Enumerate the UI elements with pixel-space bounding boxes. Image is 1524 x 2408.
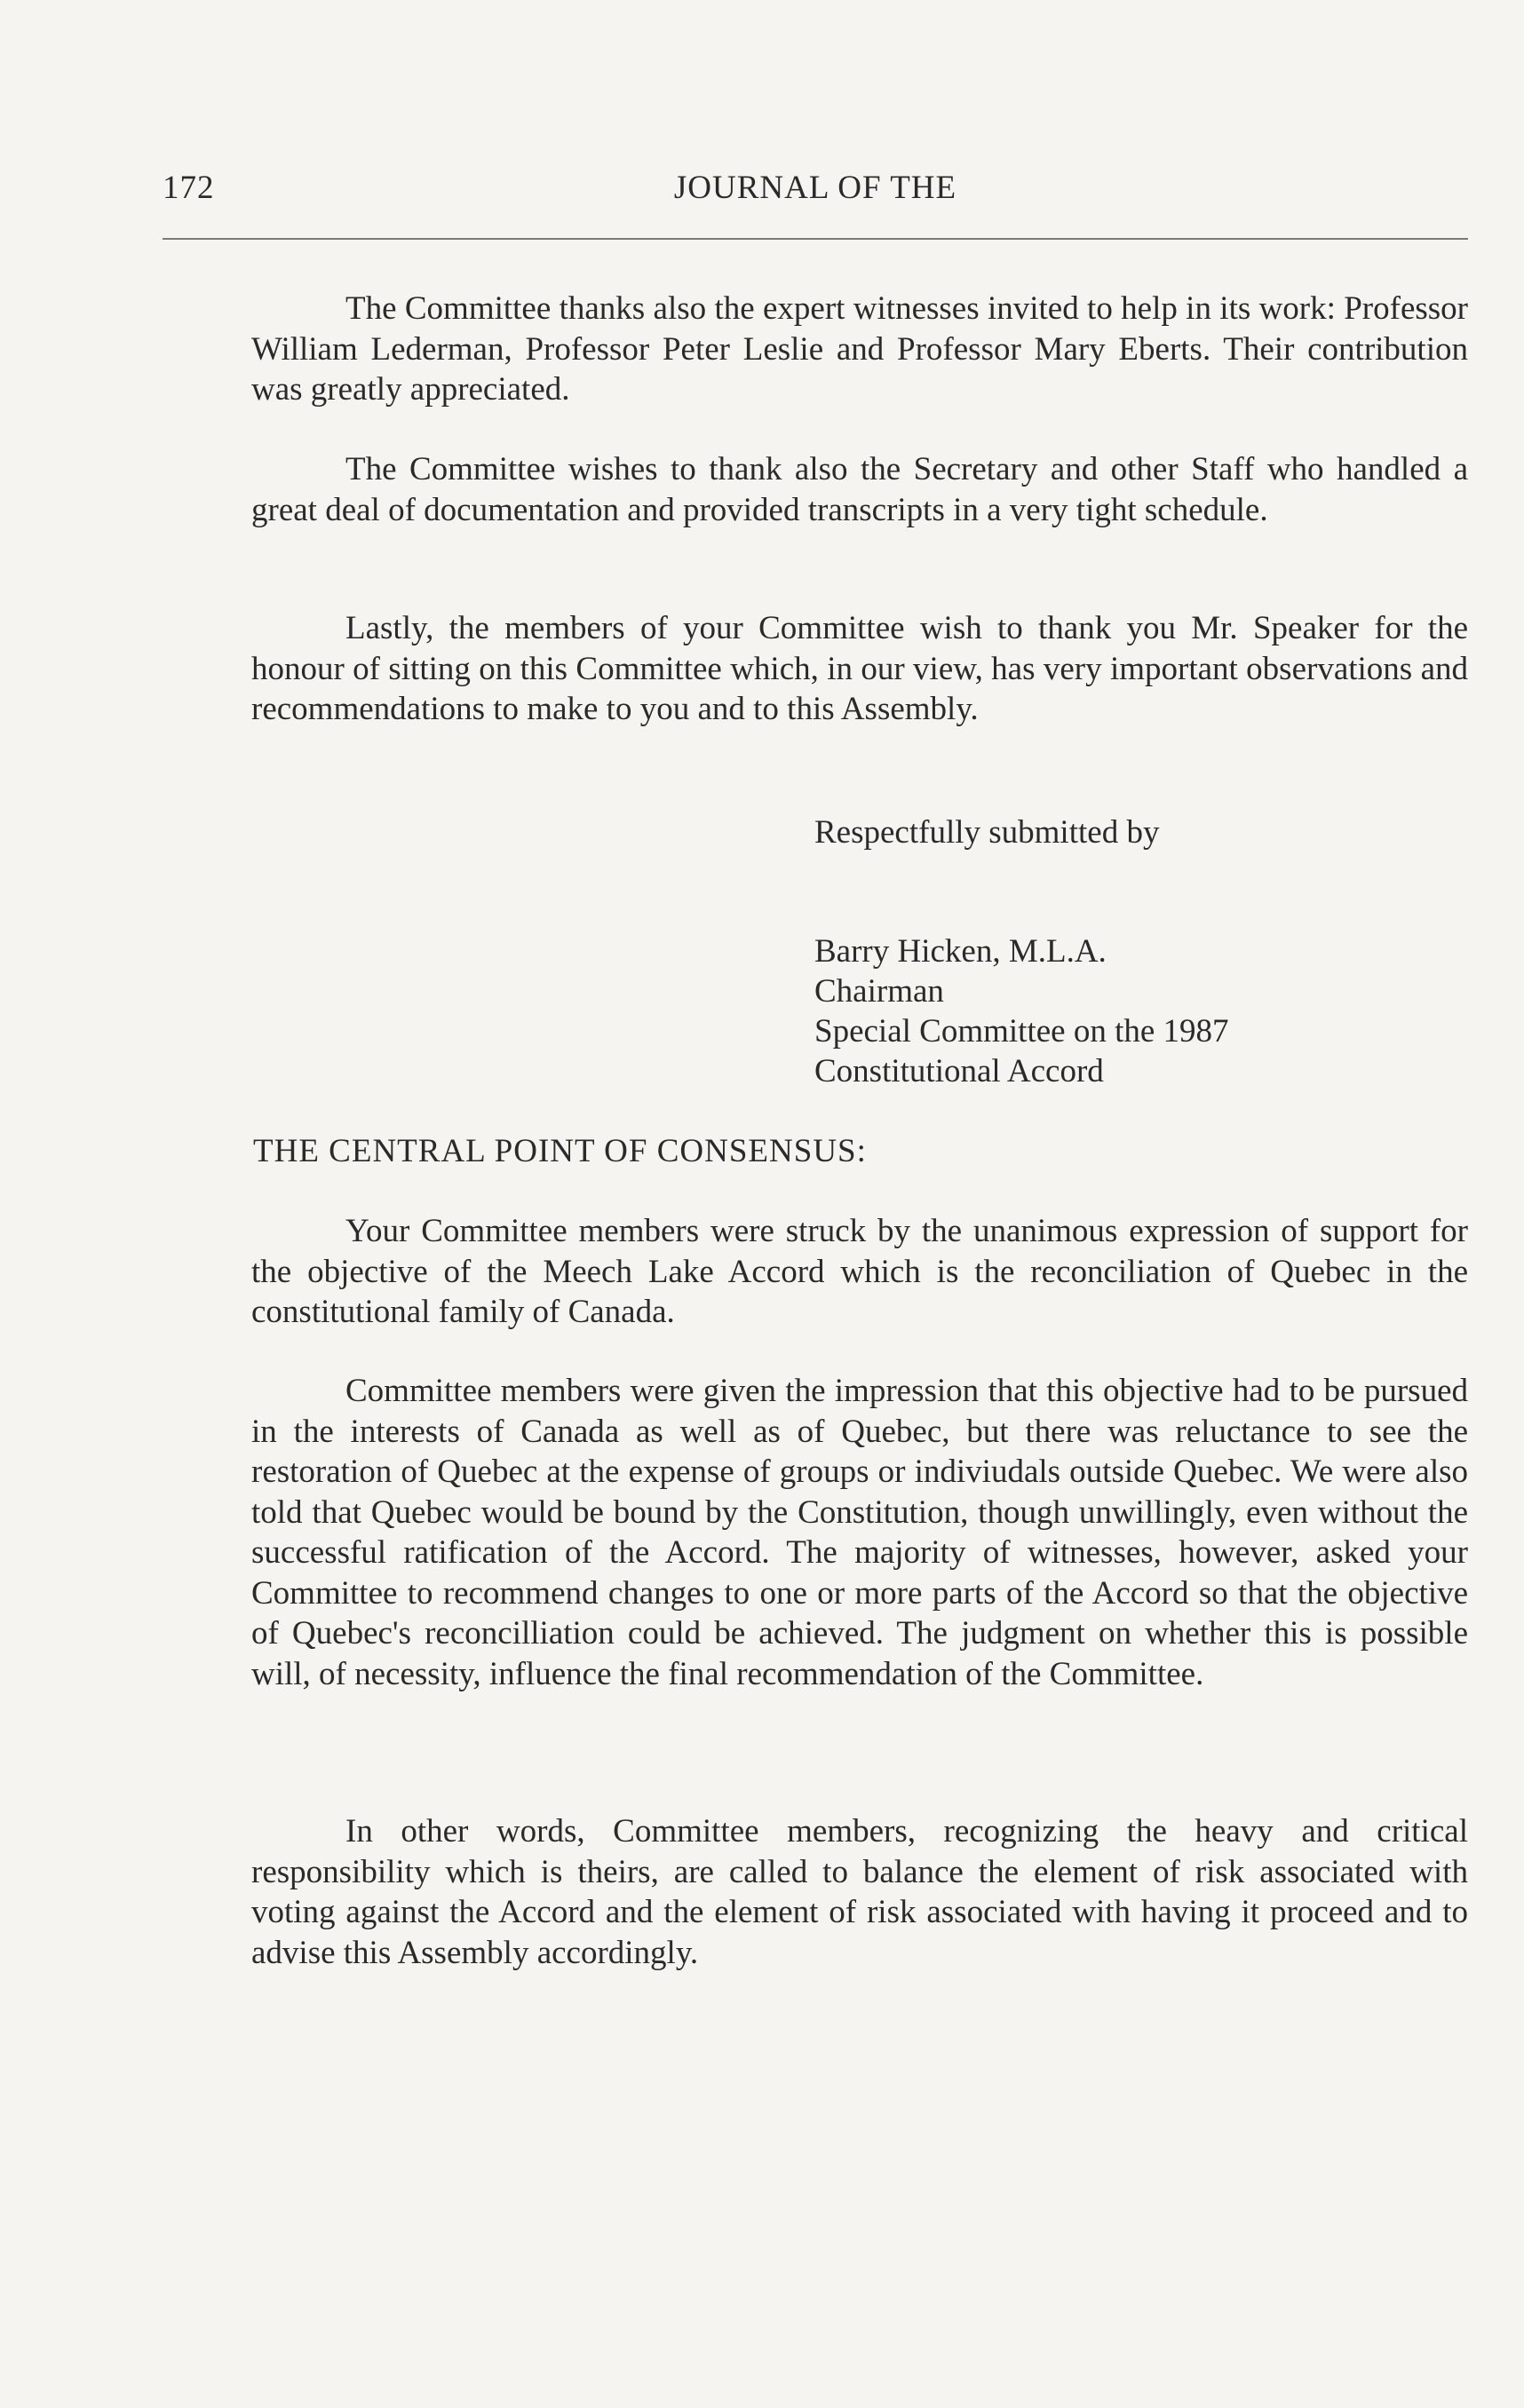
paragraph-thanks-witnesses: The Committee thanks also the expert witnesses invited to help in its work: Professor William Lederman, Professor Peter Leslie and Professor Mary Eberts. Their contribution was greatly appreciated. [251,290,1468,408]
section-heading: THE CENTRAL POINT OF CONSENSUS: [253,1133,867,1169]
header-rule [163,238,1468,240]
paragraph-thanks-staff: The Committee wishes to thank also the Secretary and other Staff who handled a great deal of documentation and provided transcripts in a very tight schedule. [251,451,1468,528]
closing-line: Respectfully submitted by [814,814,1160,851]
signature-block [814,931,1229,1091]
paragraph-responsibility: In other words, Committee members, recognizing the heavy and critical responsibility which is theirs, are called to balance the element of risk associated with voting against the Accord and the element of risk associated with having it proceed and to advise this Assembly accordingly. [251,1813,1468,1971]
signatory-name: Barry Hicken, M.L.A. [814,933,1107,970]
page-number: 172 [163,170,215,206]
signatory-title: Chairman [814,973,944,1010]
paragraph-consensus: Your Committee members were struck by the unanimous expression of support for the objective of the Meech Lake Accord which is the reconciliation of Quebec in the constitutional family of Canada. [251,1213,1468,1330]
running-head: JOURNAL OF THE [673,170,957,206]
committee-name-line-2: Constitutional Accord [814,1053,1104,1089]
page-header [163,169,1468,213]
committee-name-line-1: Special Committee on the 1987 [814,1013,1229,1050]
paragraph-impression: Committee members were given the impression that this objective had to be pursued in the interests of Canada as well as of Quebec, but there was reluctance to see the restoration of Quebec at the expense of groups or indiviudals outside Quebec. We were also told that Quebec would be bound by the Constitution, though unwillingly, even without the successful ratification of the Accord. The majority of witnesses, however, asked your Committee to recommend changes to one or more parts of the Accord so that the objective of Quebec's reconcilliation could be achieved. The judgment on whether this is possible will, of necessity, influence the final recommendation of the Committee. [251,1373,1468,1692]
paragraph-thanks-speaker: Lastly, the members of your Committee wish to thank you Mr. Speaker for the honour of sitting on this Committee which, in our view, has very important observations and recommendations to make to you and to this Assembly. [251,610,1468,727]
